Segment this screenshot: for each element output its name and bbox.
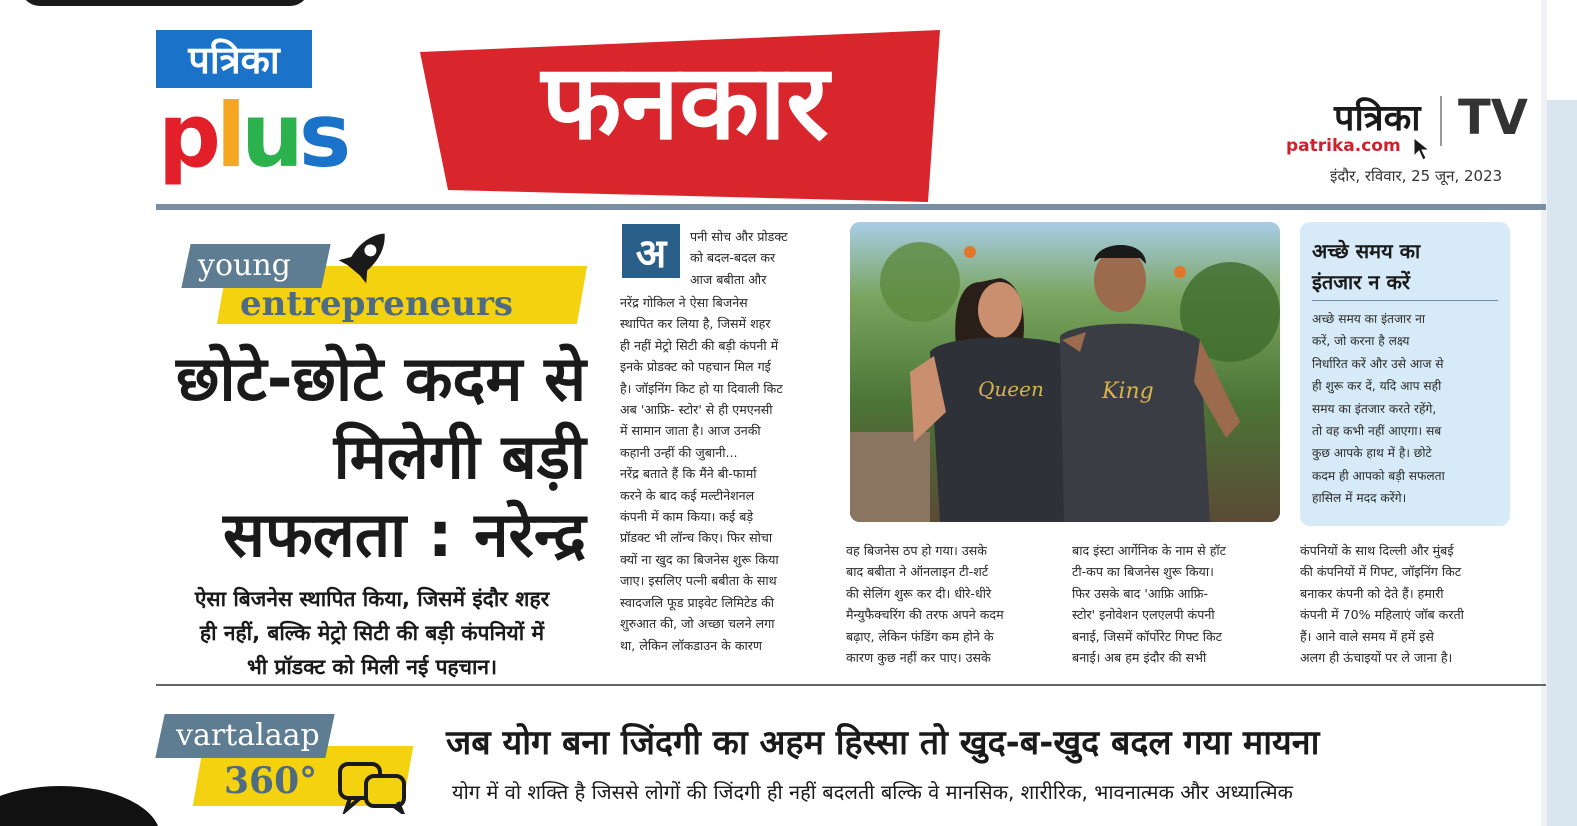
tag-vartalaap: vartalaap xyxy=(176,718,320,753)
screen-corner xyxy=(0,786,160,826)
logo-divider xyxy=(1440,96,1442,146)
feature-subhead: ऐसा बिजनेस स्थापित किया, जिसमें इंदौर शहर ही नहीं, बल्कि मेट्रो सिटी की बड़ी कंपनियों में भी प्रॉडक्ट को मिली नई पहचान। xyxy=(194,587,550,679)
sidebar-body: अच्छे समय का इंतजार ना करें, जो करना है लक्ष्य निर्धारित करें और उसे आज से ही शुरू कर दें, यदि आप सही समय का इंतजार करते रहेंगे, तो वह कभी नहीं आएगा। सब कुछ आपके हाथ में है। छोटे कदम ही आपको बड़ी सफलता हासिल में मदद करेंगे। xyxy=(1312,312,1445,506)
tag-360: 360° xyxy=(224,760,318,802)
rocket-icon xyxy=(328,224,400,292)
column-1: नरेंद्र गोकिल ने ऐसा बिजनेस स्थापित कर लिया है, जिसमें शहर ही नहीं मेट्रो सिटी की बड़ी कंपनी में इनके प्रोडक्ट को पहचान मिल गई है। जॉइनिंग किट हो या दिवाली किट अब 'आफ्रि- स्टोर' से ही एमएनसी में सामान जाता है। आज उनकी कहानी उन्हीं की जुबानी... नरेंद्र बताते हैं कि मैंने बी-फार्मा करने के बाद कई मल्टीनेशनल कंपनी में काम किया। कई बड़े प्रॉडक्ट भी लॉन्च किए। फिर सोचा क्यों ना खुद का बिजनेस शुरू किया जाए। इसलिए पत्नी बबीता के साथ स्वादजलि फूड प्राइवेट लिमिटेड की शुरुआत की, जो अच्छा चलने लगा था, लेकिन लॉकडाउन के कारण xyxy=(620,295,783,653)
second-headline: जब योग बना जिंदगी का अहम हिस्सा तो खुद-ब-खुद बदल गया मायना xyxy=(446,723,1320,763)
column-3: बाद इंस्टा आर्गेनिक के नाम से हॉट टी-कप का बिजनेस शुरू किया। फिर उसके बाद 'आफ्रि आफ्रि- स्टोर' इनोवेशन एलएलपी कंपनी बनाई, जिसमें कॉर्पोरेट गिफ्ट किट बनाई। अब हम इंदौर की सभी xyxy=(1072,543,1226,666)
cursor-icon xyxy=(1412,136,1432,162)
svg-text:King: King xyxy=(1102,379,1154,404)
screen-top-edge xyxy=(20,0,310,6)
tag-young: young xyxy=(198,248,291,283)
dateline: इंदौर, रविवार, 25 जून, 2023 xyxy=(1330,167,1503,185)
adjacent-page-edge xyxy=(1547,100,1577,826)
dropcap: अ xyxy=(622,224,680,278)
feature-photo xyxy=(850,222,1280,522)
section-rule xyxy=(156,684,1546,686)
sidebar-title: अच्छे समय का इंतजार न करें xyxy=(1312,239,1421,294)
section-banner-title: फनकार xyxy=(541,41,829,163)
plus-logo: plus xyxy=(158,84,347,187)
feature-headline: छोटे-छोटे कदम से मिलेगी बड़ी सफलता : नरेन्द्र xyxy=(176,342,586,571)
chat-bubble-icon xyxy=(336,758,412,814)
tag-entrepreneurs: entrepreneurs xyxy=(240,284,514,324)
sidebar-divider xyxy=(1312,300,1498,301)
masthead-rule xyxy=(156,204,1546,210)
second-deck: योग में वो शक्ति है जिससे लोगों की जिंदगी ही नहीं बदलती बल्कि वे मानसिक, शारीरिक, भावनात्मक और अध्यात्मिक xyxy=(452,780,1293,804)
patrika-logo: पत्रिका xyxy=(156,30,312,88)
column-4: कंपनियों के साथ दिल्ली और मुंबई की कंपनियों में गिफ्ट, जॉइनिंग किट बनाकर कंपनी को देते हैं। हमारी कंपनी में 70% महिलाएं जॉब करती हैं। आने वाले समय में हमें इसे अलग ही ऊंचाइयों पर ले जाना है। xyxy=(1300,543,1464,666)
patrika-tv-logo: पत्रिका xyxy=(1334,98,1421,139)
svg-text:Queen: Queen xyxy=(978,377,1044,401)
tv-label: TV xyxy=(1458,90,1528,146)
website-url: patrika.com xyxy=(1286,136,1401,156)
photo-illustration xyxy=(850,222,1280,522)
column-1-intro: पनी सोच और प्रोडक्ट को बदल-बदल कर आज बबीता और xyxy=(690,229,788,287)
column-2: वह बिजनेस ठप हो गया। उसके बाद बबीता ने ऑनलाइन टी-शर्ट की सेलिंग शुरू कर दी। धीरे-धीरे मैन्युफैक्चरिंग की तरफ अपने कदम बढ़ाए, लेकिन फंडिंग कम होने के कारण कुछ नहीं कर पाए। उसके xyxy=(846,543,1004,666)
